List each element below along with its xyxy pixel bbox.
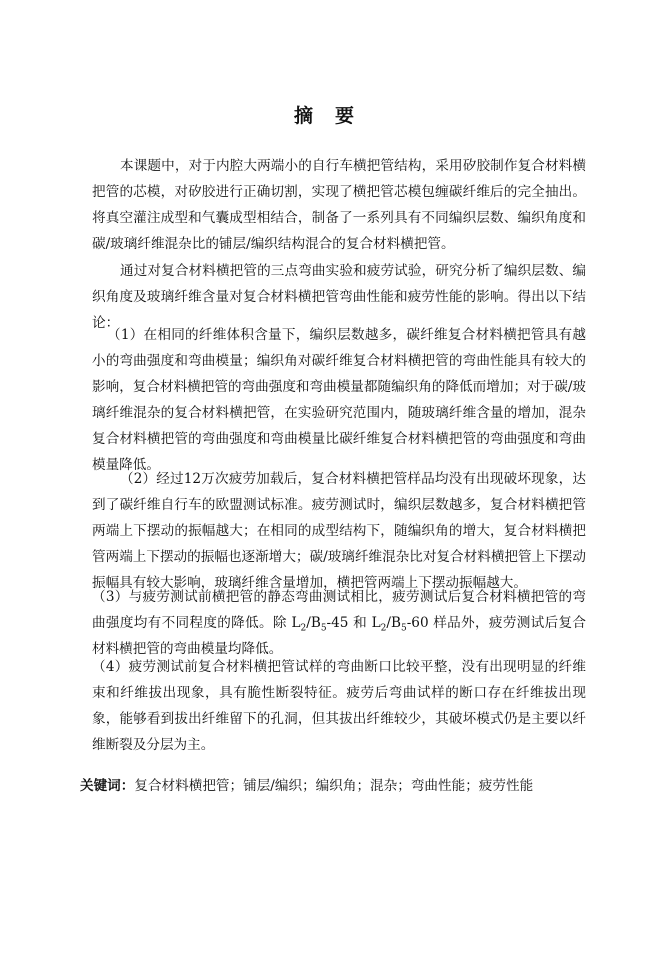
- conclusion-3-text-e: -60 样品外，疲劳测试后复合材料横把管的弯曲模量均降低。: [92, 615, 586, 658]
- conclusion-3-text-a: （3）与疲劳测试前横把管的静态弯曲测试相比，疲劳测试后复合材料横把管的弯曲强度均有不同程度的降低。除 L: [92, 589, 586, 632]
- abstract-paragraph-1: 本课题中，对于内腔大两端小的自行车横把管结构，采用矽胶制作复合材料横把管的芯模，对矽胶进行正确切割，实现了横把管芯模包缠碳纤维后的完全抽出。将真空灌注成型和气囊成型相结合，制备了一系列具有不同编织层数、编织角度和碳/玻璃纤维混杂比的铺层/编织结构混合的复合材料横把管。: [92, 158, 586, 253]
- abstract-paragraph-2: 通过对复合材料横把管的三点弯曲实验和疲劳试验，研究分析了编织层数、编织角度及玻璃纤维含量对复合材料横把管弯曲性能和疲劳性能的影响。得出以下结论：: [92, 263, 586, 332]
- conclusion-3-text-c: -45 和 L: [326, 615, 381, 632]
- conclusion-3-text-b: /B: [306, 615, 321, 632]
- keywords-line: [80, 773, 600, 799]
- abstract-title: 摘要: [293, 105, 376, 127]
- subscript-2: 2: [300, 623, 307, 634]
- keywords-list: 复合材料横把管；铺层/编织；编织角；混杂；弯曲性能；疲劳性能: [134, 778, 534, 794]
- conclusion-3-text-d: /B: [386, 615, 401, 632]
- conclusion-1: （1）在相同的纤维体积含量下，编织层数越多，碳纤维复合材料横把管具有越小的弯曲强度和弯曲模量；编织角对碳纤维复合材料横把管的弯曲性能具有较大的影响，复合材料横把管的弯曲强度和弯曲模量都随编织角的降低而增加；对于碳/玻璃纤维混杂的复合材料横把管，在实验研究范围内，随玻璃纤维含量的增加，混杂复合材料横把管的弯曲强度和弯曲模量比碳纤维复合材料横把管的弯曲强度和弯曲模量降低。: [92, 327, 586, 474]
- conclusion-3: [92, 584, 586, 662]
- subscript-5b: 5: [400, 623, 407, 634]
- conclusion-2: （2）经过12万次疲劳加载后，复合材料横把管样品均没有出现破坏现象，达到了碳纤维自行车的欧盟测试标准。疲劳测试时，编织层数越多，复合材料横把管两端上下摆动的振幅越大；在相同的成型结构下，随编织角的增大，复合材料横把管两端上下摆动的振幅也逐渐增大；碳/玻璃纤维混杂比对复合材料横把管上下摆动振幅具有较大影响，玻璃纤维含量增加，横把管两端上下摆动振幅越大。: [92, 471, 586, 592]
- subscript-2b: 2: [380, 623, 387, 634]
- subscript-5: 5: [320, 623, 327, 634]
- keywords-label: 关键词：: [80, 778, 135, 794]
- conclusion-4: （4）疲劳测试前复合材料横把管试样的弯曲断口比较平整，没有出现明显的纤维束和纤维拔出现象，具有脆性断裂特征。疲劳后弯曲试样的断口存在纤维拔出现象，能够看到拔出纤维留下的孔洞，但其拔出纤维较少，其破坏模式仍是主要以纤维断裂及分层为主。: [92, 659, 586, 754]
